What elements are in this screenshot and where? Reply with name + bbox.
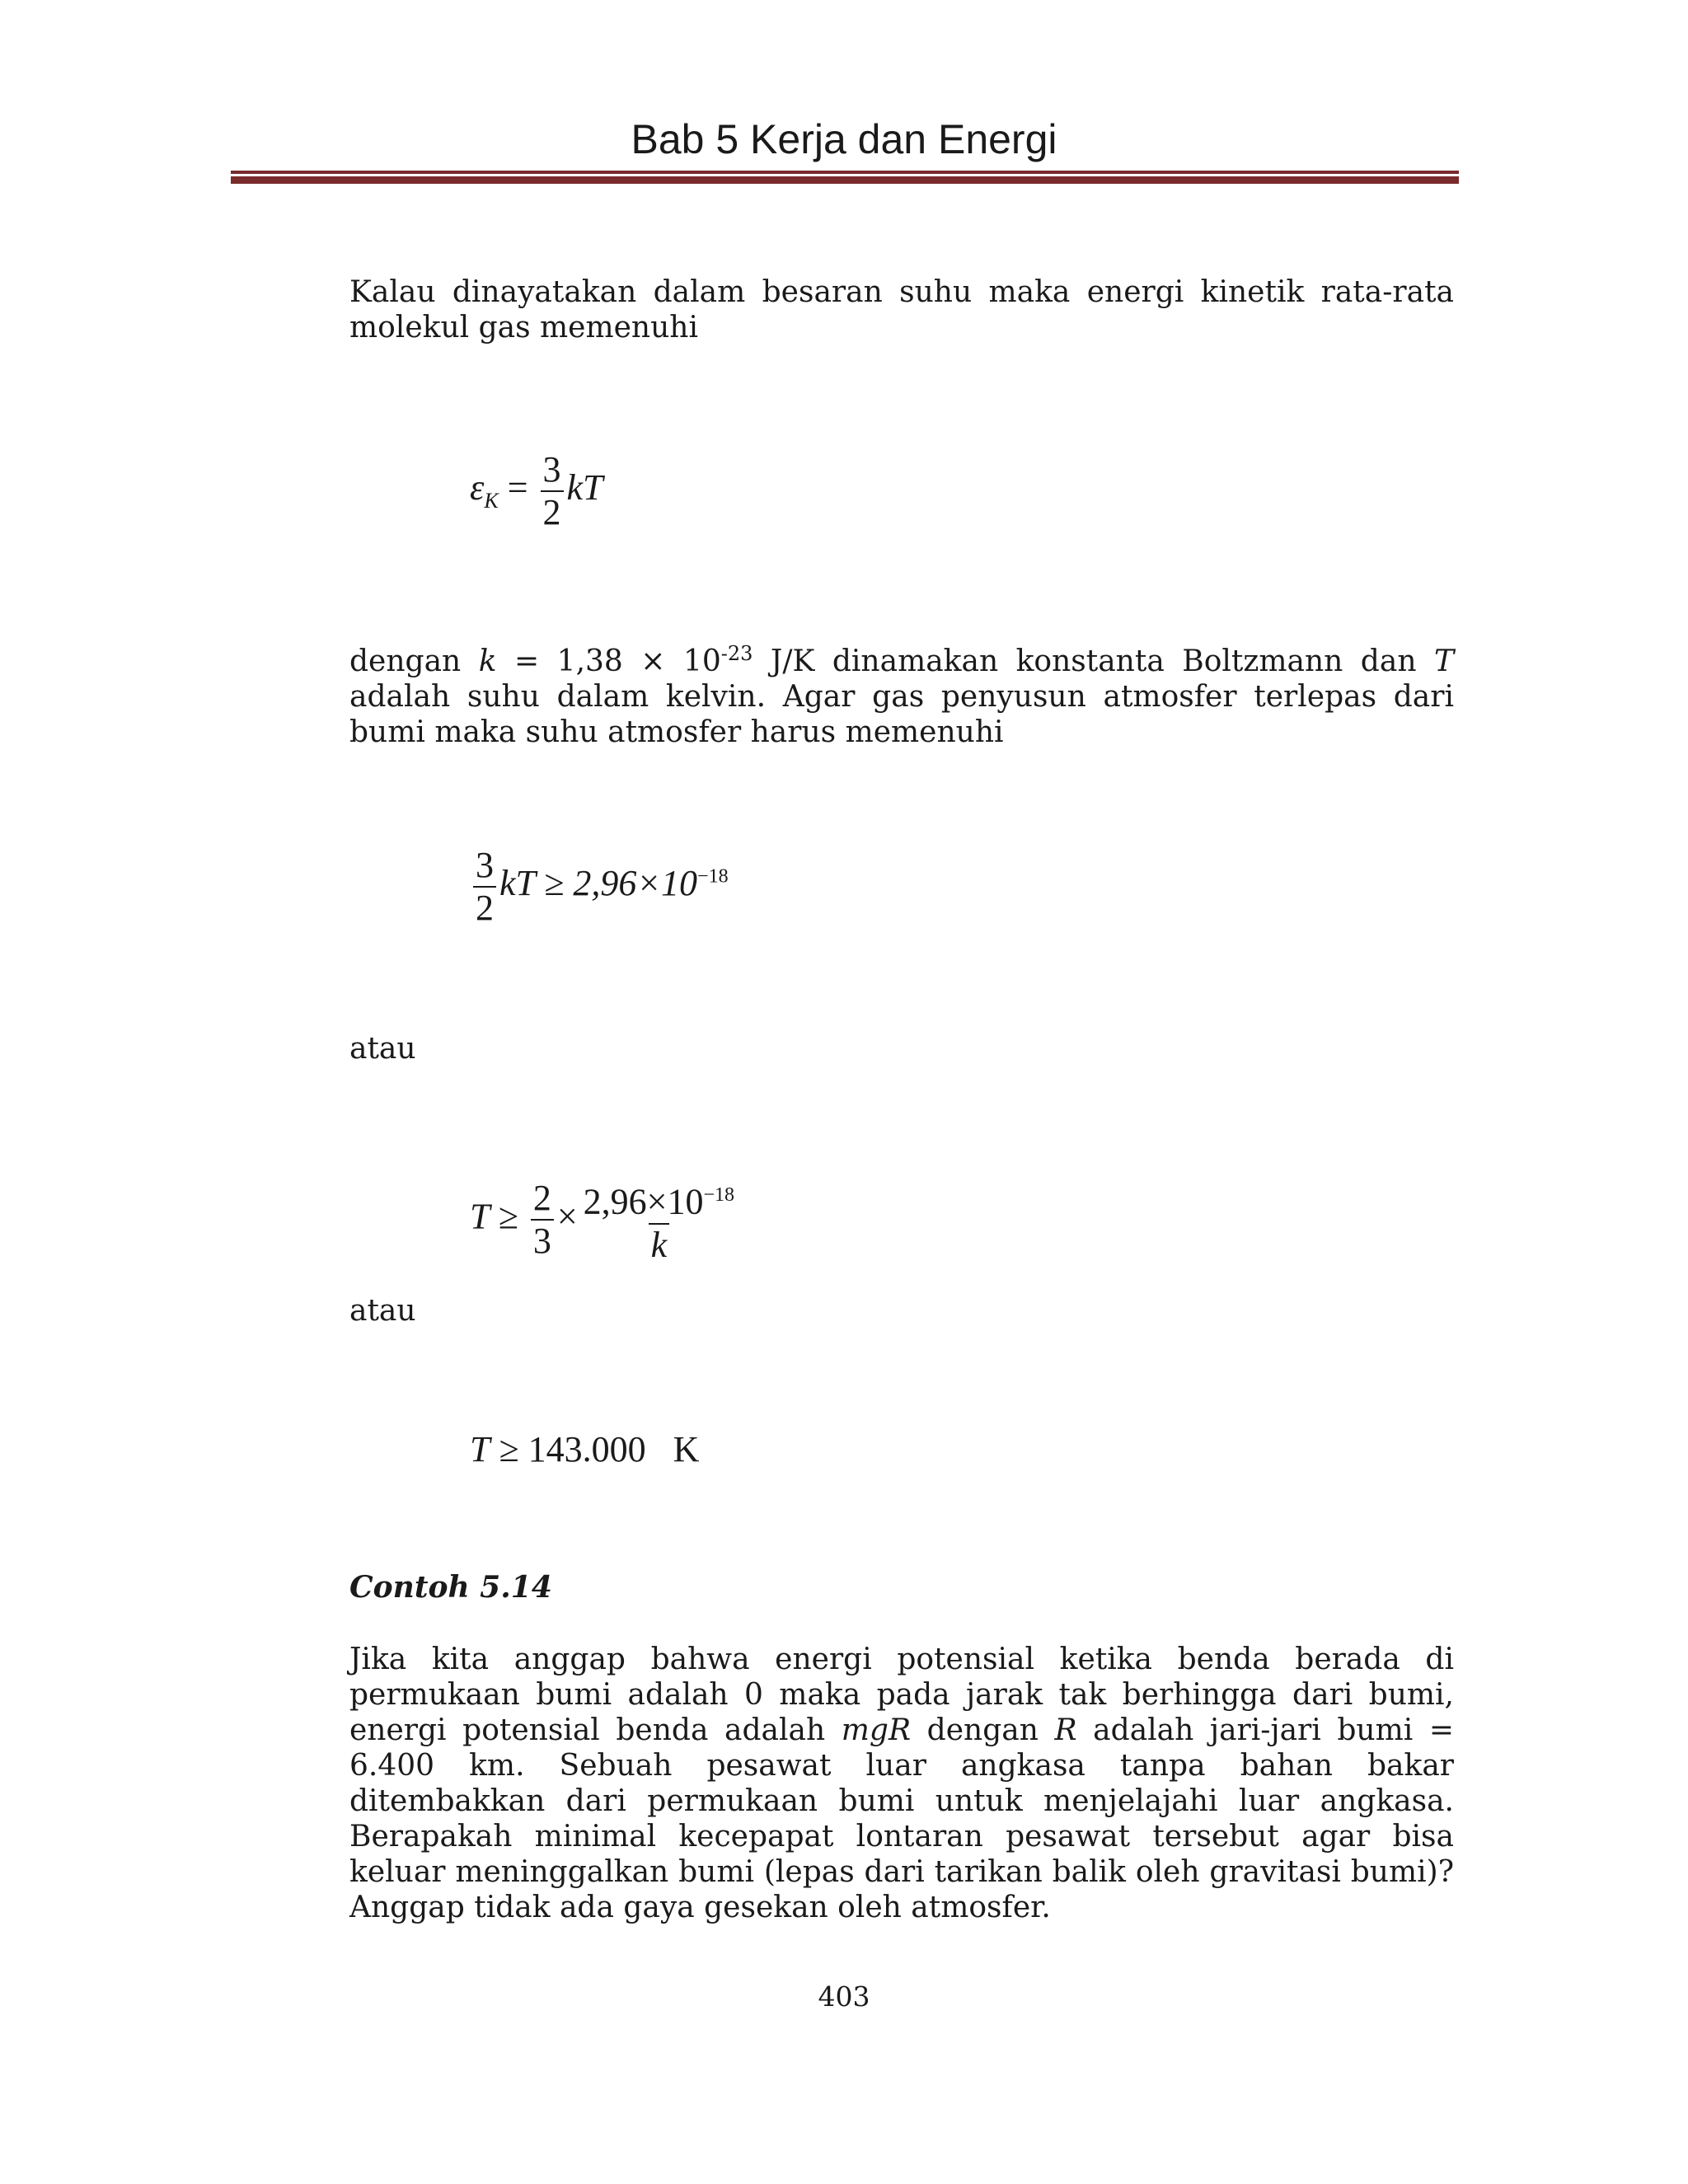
eq1-fraction [541, 449, 564, 533]
eq2-fraction [473, 845, 496, 929]
eq4-T: T [470, 1429, 490, 1469]
chapter-header: Bab 5 Kerja dan Energi [631, 116, 1057, 162]
eq2-den: 2 [473, 886, 496, 929]
example-text [349, 1642, 1454, 1925]
header-rule-thin [231, 171, 1459, 174]
eq1-den: 2 [541, 490, 564, 533]
example-title: Contoh 5.14 [349, 1570, 552, 1605]
example-text-c: adalah jari-jari bumi = 6.400 km. Sebuah pesawat luar angkasa tanpa bahan bakar ditembakkan dari permukaan bumi untuk menjelajahi luar angkasa. Berapakah minimal kecepapat lontaran pesawat tersebut agar bisa keluar meninggalkan bumi (lepas dari tarikan balik oleh gravitasi bumi)? Anggap tidak ada gaya gesekan oleh atmosfer. [349, 1713, 1455, 1924]
example-mgR: mgR [841, 1713, 912, 1747]
page-number: 403 [818, 1980, 870, 2013]
eq1-rhs: kT [566, 467, 603, 509]
example-R: R [1054, 1713, 1077, 1747]
equation-kinetic-energy [470, 449, 603, 533]
header-rule-thick [231, 176, 1459, 184]
eq3-num2-base: 2,96×10 [583, 1181, 704, 1222]
eq3-lhs: T ≥ [470, 1196, 528, 1237]
equation-temperature-result [470, 1428, 699, 1470]
p2-b: = 1,38 × 10 [496, 644, 721, 678]
eq3-num2-exp: −18 [703, 1184, 735, 1206]
eq2-exp: −18 [697, 865, 729, 888]
eq2-num: 3 [476, 845, 494, 885]
eq3-num2 [581, 1174, 737, 1223]
paragraph-intro: Kalau dinayatakan dalam besaran suhu maka energi kinetik rata-rata molekul gas memenuhi [349, 275, 1454, 344]
equation-inequality-energy [470, 845, 729, 929]
eq1-equals: = [498, 467, 537, 509]
p2-c: J/K dinamakan konstanta Boltzmann dan [753, 644, 1434, 678]
connector-atau-2: atau [349, 1294, 416, 1328]
eq1-lhs: ε [470, 467, 485, 509]
eq1-lhs-sub: K [484, 488, 499, 513]
eq3-fraction-1 [531, 1178, 554, 1262]
eq3-fraction-2 [581, 1174, 737, 1266]
connector-atau-1: atau [349, 1032, 416, 1066]
eq3-num1: 2 [532, 1178, 551, 1219]
eq1-num: 3 [542, 449, 561, 490]
p2-T: T [1434, 644, 1455, 678]
p2-d: adalah suhu dalam kelvin. Agar gas penyusun atmosfer terlepas dari bumi maka suhu atmosfer harus memenuhi [349, 680, 1454, 749]
example-text-a: Jika kita anggap bahwa energi potensial ketika benda berada di permukaan bumi adalah 0 maka pada jarak tak berhingga dari bumi, energi potensial benda adalah [349, 1643, 1454, 1747]
equation-temperature-bound [470, 1174, 740, 1266]
paragraph-boltzmann [349, 636, 1454, 750]
eq3-den2: k [649, 1223, 670, 1266]
eq3-den1: 3 [531, 1219, 554, 1262]
eq3-times: × [556, 1196, 578, 1237]
p2-exp: -23 [720, 642, 753, 665]
p2-k: k [478, 644, 497, 678]
eq2-rhs: kT ≥ 2,96×10 [499, 863, 698, 904]
eq4-rest: ≥ 143.000 K [490, 1429, 700, 1469]
example-text-b: dengan [911, 1713, 1055, 1747]
p2-a: dengan [349, 644, 479, 678]
